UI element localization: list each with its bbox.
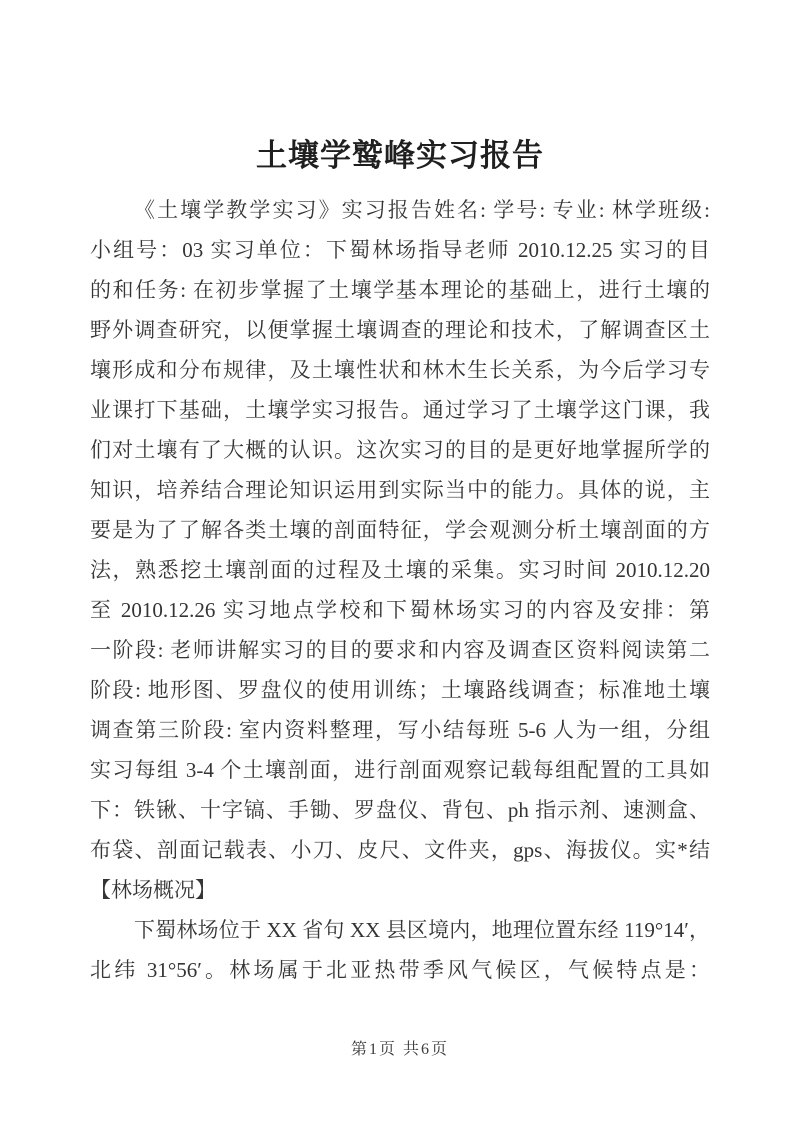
text-line: 【林场概况】 bbox=[90, 878, 216, 902]
text-line: 的和任务: 在初步掌握了土壤学基本理论的基础上，进行土壤的 bbox=[90, 278, 710, 302]
text-line: 阶段: 地形图、罗盘仪的使用训练；土壤路线调查；标准地土壤 bbox=[90, 678, 710, 702]
document-lines bbox=[90, 190, 710, 990]
text-line: 布袋、剖面记载表、小刀、皮尺、文件夹，gps、海拔仪。实*结 bbox=[90, 838, 710, 862]
text-line: 法，熟悉挖土壤剖面的过程及土壤的采集。实习时间 2010.12.20 bbox=[90, 558, 710, 582]
text-line: 一阶段: 老师讲解实习的目的要求和内容及调查区资料阅读第二 bbox=[90, 638, 710, 662]
text-line: 下：铁锹、十字镐、手锄、罗盘仪、背包、ph 指示剂、速测盒、 bbox=[90, 798, 710, 822]
text-line: 实习每组 3-4 个土壤剖面，进行剖面观察记载每组配置的工具如 bbox=[90, 758, 710, 782]
text-line: 知识，培养结合理论知识运用到实际当中的能力。具体的说，主 bbox=[90, 478, 710, 502]
text-line: 至 2010.12.26 实习地点学校和下蜀林场实习的内容及安排：第 bbox=[90, 598, 710, 622]
text-line: 调查第三阶段: 室内资料整理，写小结每班 5-6 人为一组，分组 bbox=[90, 718, 710, 742]
text-line: 要是为了了解各类土壤的剖面特征，学会观测分析土壤剖面的方 bbox=[90, 518, 710, 542]
page-title: 土壤学鹫峰实习报告 bbox=[256, 138, 544, 173]
text-line: 北纬 31°56′。林场属于北亚热带季风气候区，气候特点是： bbox=[90, 958, 710, 982]
text-line: 们对土壤有了大概的认识。这次实习的目的是更好地掌握所学的 bbox=[90, 438, 710, 462]
text-line: 小组号：03 实习单位：下蜀林场指导老师 2010.12.25 实习的目 bbox=[90, 238, 710, 262]
text-line: 壤形成和分布规律，及土壤性状和林木生长关系，为今后学习专 bbox=[90, 358, 710, 382]
text-line: 业课打下基础，土壤学实习报告。通过学习了土壤学这门课，我 bbox=[90, 398, 710, 422]
page-footer: 第1页 共6页 bbox=[350, 1041, 449, 1058]
text-line: 野外调查研究，以便掌握土壤调查的理论和技术，了解调查区土 bbox=[90, 318, 710, 342]
text-line: 下蜀林场位于 XX 省句 XX 县区境内，地理位置东经 119°14′， bbox=[134, 918, 710, 942]
text-line: 《土壤学教学实习》实习报告姓名: 学号: 专业: 林学班级: bbox=[134, 198, 710, 222]
